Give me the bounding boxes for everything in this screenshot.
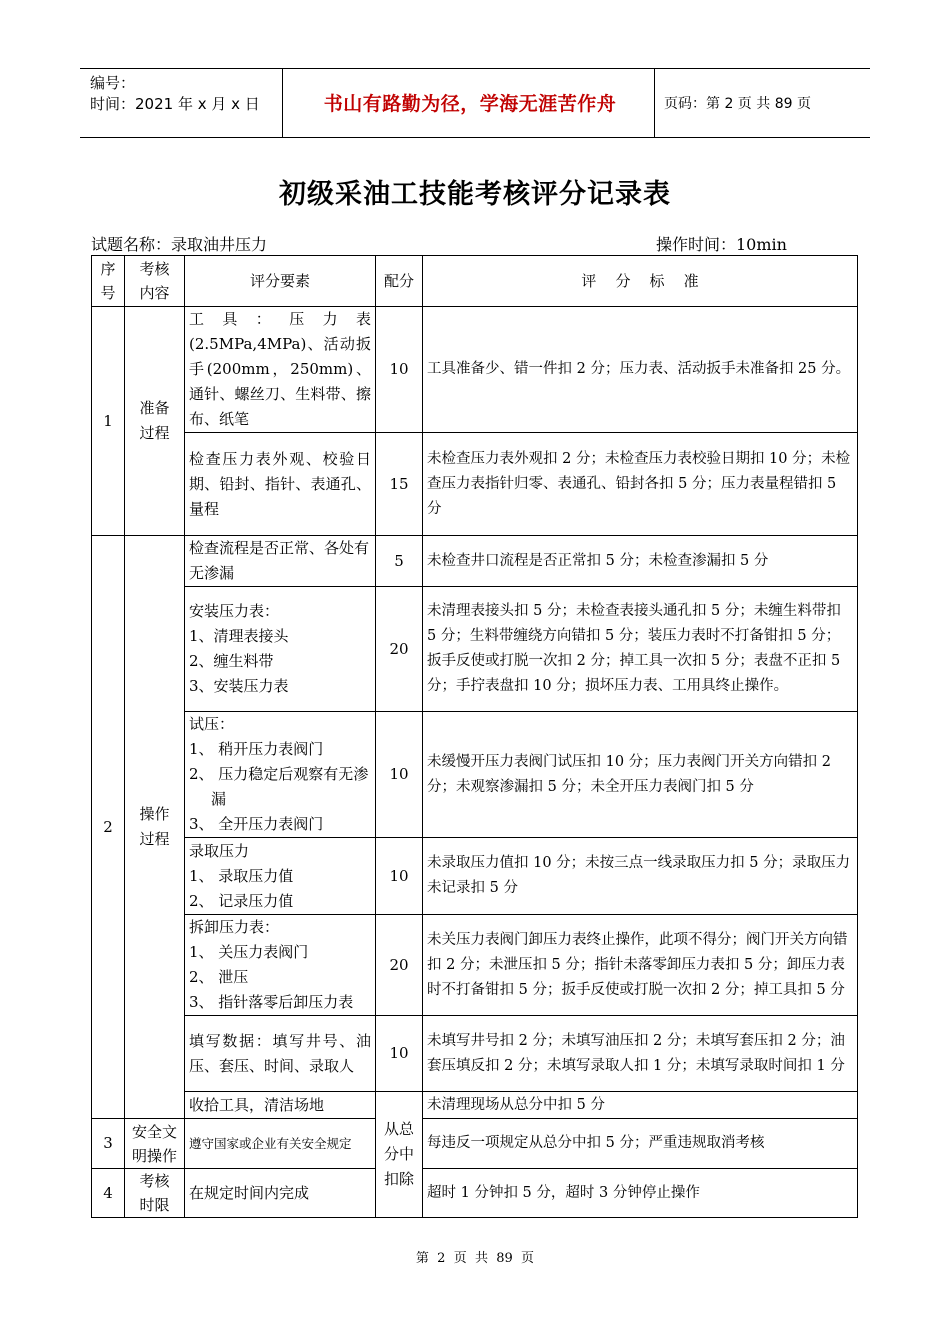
motto: 书山有路勤为径，学海无涯苦作舟 bbox=[323, 93, 617, 115]
table-row bbox=[92, 536, 858, 587]
row-req: 拆卸压力表： 1、 关压力表阀门 2、 泄压 3、 指针落零后卸压力表 bbox=[185, 915, 376, 1016]
code-label: 编号： bbox=[90, 74, 136, 92]
row-std: 未录取压力值扣 10 分；未按三点一线录取压力扣 5 分；录取压力未记录扣 5 分 bbox=[423, 838, 858, 915]
page-header bbox=[80, 68, 870, 138]
row-score: 10 bbox=[376, 1016, 423, 1092]
page-footer: 第 2 页 共 89 页 bbox=[415, 1251, 535, 1266]
row-req: 安装压力表： 1、清理表接头 2、缠生料带 3、安装压力表 bbox=[185, 587, 376, 712]
table-row bbox=[92, 915, 858, 1016]
row-content: 安全文 明操作 bbox=[125, 1119, 185, 1169]
header-std: 评 分 标 准 bbox=[423, 256, 858, 307]
header-content: 考核 内容 bbox=[125, 256, 185, 307]
row-req: 试压： 1、 稍开压力表阀门 2、 压力稳定后观察有无渗漏 3、 全开压力表阀门 bbox=[185, 712, 376, 838]
row-score: 10 bbox=[376, 307, 423, 433]
row-std: 超时 1 分钟扣 5 分，超时 3 分钟停止操作 bbox=[423, 1169, 858, 1218]
header-meta bbox=[90, 73, 260, 115]
row-std: 未缓慢开压力表阀门试压扣 10 分；压力表阀门开关方向错扣 2 分；未观察渗漏扣 5 分；未全开压力表阀门扣 5 分 bbox=[423, 712, 858, 838]
time-label: 时间：2021 年 x 月 x 日 bbox=[90, 95, 260, 113]
header-no: 序 号 bbox=[92, 256, 125, 307]
row-req: 检查压力表外观、校验日期、铅封、指针、表通孔、量程 bbox=[185, 433, 376, 536]
row-std: 每违反一项规定从总分中扣 5 分；严重违规取消考核 bbox=[423, 1119, 858, 1169]
row-score: 20 bbox=[376, 587, 423, 712]
row-req: 遵守国家或企业有关安全规定 bbox=[185, 1119, 376, 1169]
row-no: 2 bbox=[92, 536, 125, 1119]
row-content: 准备 过程 bbox=[125, 307, 185, 536]
test-name: 试题名称：录取油井压力 bbox=[91, 235, 268, 254]
row-std: 未检查压力表外观扣 2 分；未检查压力表校验日期扣 10 分；未检查压力表指针归零、表通孔、铅封各扣 5 分；压力表量程错扣 5 分 bbox=[423, 433, 858, 536]
row-content: 操作 过程 bbox=[125, 536, 185, 1119]
row-content: 考核 时限 bbox=[125, 1169, 185, 1218]
table-row bbox=[92, 307, 858, 433]
row-score: 10 bbox=[376, 838, 423, 915]
row-score: 15 bbox=[376, 433, 423, 536]
row-req: 在规定时间内完成 bbox=[185, 1169, 376, 1218]
row-no: 1 bbox=[92, 307, 125, 536]
row-no: 4 bbox=[92, 1169, 125, 1218]
row-req: 录取压力 1、 录取压力值 2、 记录压力值 bbox=[185, 838, 376, 915]
table-row bbox=[92, 1016, 858, 1092]
row-no: 3 bbox=[92, 1119, 125, 1169]
table-row bbox=[92, 433, 858, 536]
row-std: 未填写井号扣 2 分；未填写油压扣 2 分；未填写套压扣 2 分；油套压填反扣 2 分；未填写录取人扣 1 分；未填写录取时间扣 1 分 bbox=[423, 1016, 858, 1092]
row-std: 未清理表接头扣 5 分；未检查表接头通孔扣 5 分；未缠生料带扣 5 分；生料带缠绕方向错扣 5 分；装压力表时不打备钳扣 5 分；扳手反使或打脱一次扣 2 分；掉工具一次扣 5 分；表盘不正扣 5 分；手拧表盘扣 10 分；损坏压力表、工用具终止操作。 bbox=[423, 587, 858, 712]
operation-time: 操作时间：10min bbox=[656, 235, 787, 254]
table-row bbox=[92, 587, 858, 712]
table-row bbox=[92, 1119, 858, 1169]
table-row bbox=[92, 838, 858, 915]
row-score: 10 bbox=[376, 712, 423, 838]
row-std: 未关压力表阀门卸压力表终止操作，此项不得分；阀门开关方向错扣 2 分；未泄压扣 5 分；指针未落零卸压力表扣 5 分；卸压力表时不打备钳扣 5 分；扳手反使或打脱一次扣 2 分；掉工具扣 5 分 bbox=[423, 915, 858, 1016]
row-req: 检查流程是否正常、各处有无渗漏 bbox=[185, 536, 376, 587]
table-row bbox=[92, 1169, 858, 1218]
row-score: 5 bbox=[376, 536, 423, 587]
row-std: 未检查井口流程是否正常扣 5 分；未检查渗漏扣 5 分 bbox=[423, 536, 858, 587]
table-header-row bbox=[92, 256, 858, 307]
merged-score: 从总 分中 扣除 bbox=[376, 1092, 423, 1218]
header-req: 评分要素 bbox=[185, 256, 376, 307]
row-req: 填写数据：填写井号、油压、套压、时间、录取人 bbox=[185, 1016, 376, 1092]
table-row bbox=[92, 712, 858, 838]
page-label: 页码：第 2 页 共 89 页 bbox=[664, 96, 811, 112]
row-req: 工具：压力表(2.5MPa,4MPa)、活动扳手(200mm，250mm)、通针、螺丝刀、生料带、擦布、纸笔 bbox=[185, 307, 376, 433]
header-divider bbox=[282, 69, 283, 137]
scoring-table bbox=[91, 255, 858, 1218]
header-score: 配分 bbox=[376, 256, 423, 307]
document-title: 初级采油工技能考核评分记录表 bbox=[279, 179, 671, 210]
row-score: 20 bbox=[376, 915, 423, 1016]
table-row bbox=[92, 1092, 858, 1119]
row-req: 收拾工具，清洁场地 bbox=[185, 1092, 376, 1119]
row-std: 工具准备少、错一件扣 2 分；压力表、活动扳手未准备扣 25 分。 bbox=[423, 307, 858, 433]
row-std: 未清理现场从总分中扣 5 分 bbox=[423, 1092, 858, 1119]
